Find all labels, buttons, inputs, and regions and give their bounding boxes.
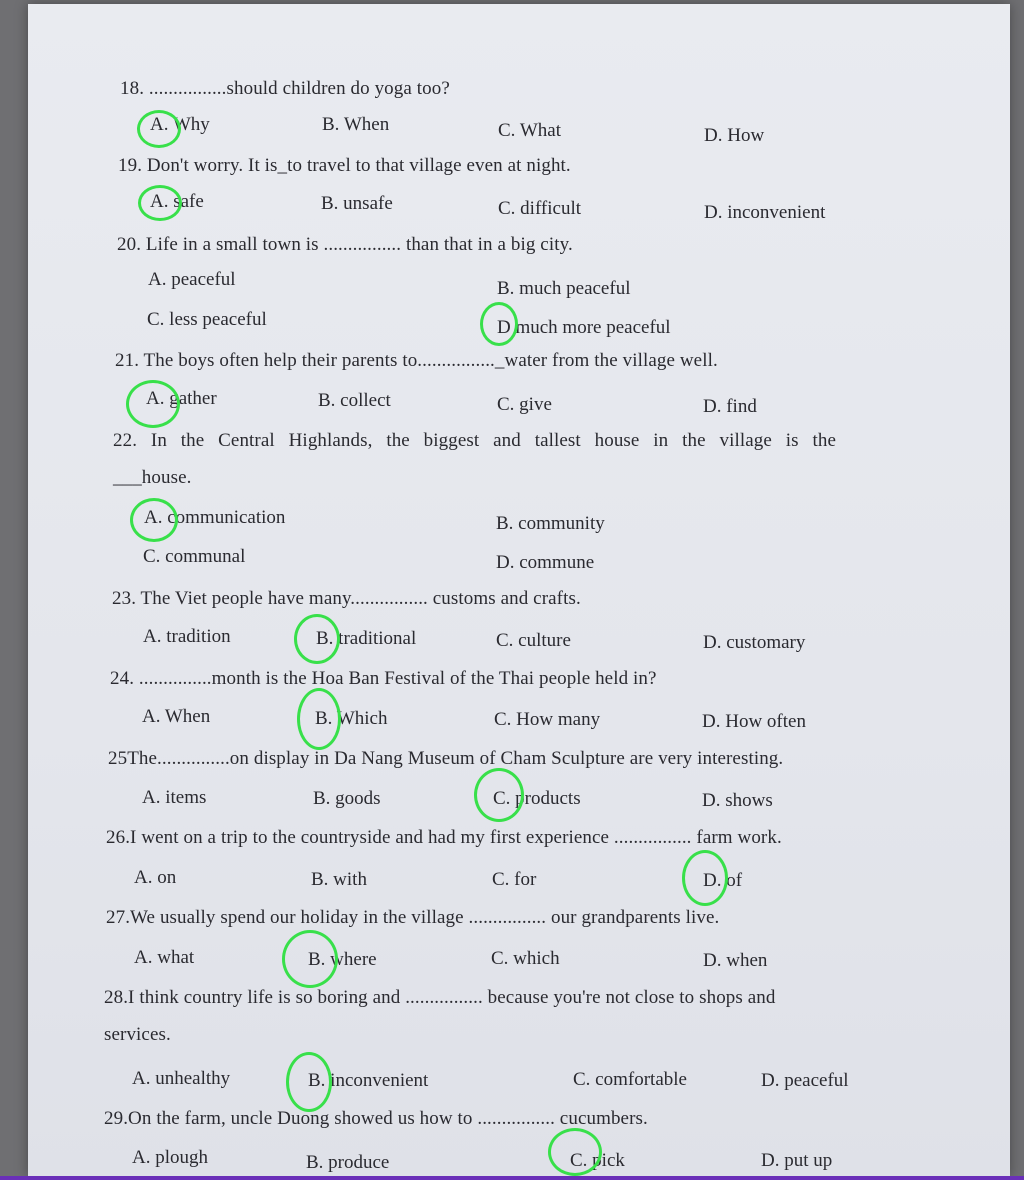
q24-option-d: D. How often [702,711,806,732]
q26-option-a: A. on [134,867,177,888]
q25-option-b: B. goods [313,788,381,809]
question-20: 20. Life in a small town is ................ than that in a big city. [117,234,573,255]
q23-option-b: B. traditional [316,628,417,649]
q22-option-a: A. communication [144,507,286,528]
q22-option-d: D. commune [496,552,595,573]
q23-option-c: C. culture [496,630,571,651]
q28-option-d: D. peaceful [761,1070,849,1091]
q29-option-d: D. put up [761,1150,833,1171]
question-22: 22. In the Central Highlands, the biggest and tallest house in the village is the [113,430,836,451]
q19-option-c: C. difficult [498,198,582,219]
q18-option-b: B. When [322,114,390,135]
question-18: 18. ................should children do yoga too? [120,78,450,99]
q24-option-a: A. When [142,706,211,727]
q21-option-b: B. collect [318,390,391,411]
q23-option-d: D. customary [703,632,806,653]
q24-option-c: C. How many [494,709,601,730]
q27-option-d: D. when [703,950,768,971]
q20-option-c: C. less peaceful [147,309,267,330]
q25-option-a: A. items [142,787,207,808]
q27-option-c: C. which [491,948,560,969]
bottom-border [0,1176,1024,1180]
q29-option-a: A. plough [132,1147,208,1168]
question-29: 29.On the farm, uncle Duong showed us how to ................ cucumbers. [104,1108,648,1129]
q27-option-b: B. where [308,949,377,970]
q19-option-b: B. unsafe [321,193,393,214]
q24-option-b: B. Which [315,708,388,729]
question-19: 19. Don't worry. It is_to travel to that village even at night. [118,155,571,176]
q25-option-d: D. shows [702,790,773,811]
q27-option-a: A. what [134,947,195,968]
question-22-cont: ___house. [113,467,192,488]
question-28-cont: services. [104,1024,171,1045]
q23-option-a: A. tradition [143,626,231,647]
q22-option-c: C. communal [143,546,246,567]
q21-option-c: C. give [497,394,552,415]
q22-option-b: B. community [496,513,605,534]
question-26: 26.I went on a trip to the countryside and had my first experience ................ farm work. [106,827,782,848]
q29-option-b: B. produce [306,1152,390,1173]
q21-option-d: D. find [703,396,757,417]
q19-option-a: A. safe [150,191,204,212]
q29-option-c: C. pick [570,1150,625,1171]
question-23: 23. The Viet people have many................ customs and crafts. [112,588,581,609]
q20-option-b: B. much peaceful [497,278,631,299]
q25-option-c: C. products [493,788,581,809]
question-27: 27.We usually spend our holiday in the village ................ our grandparents live. [106,907,720,928]
q18-option-d: D. How [704,125,765,146]
q28-option-b: B. inconvenient [308,1070,429,1091]
q26-option-b: B. with [311,869,367,890]
q19-option-d: D. inconvenient [704,202,826,223]
q26-option-d: D. of [703,870,743,891]
question-21: 21. The boys often help their parents to................_water from the village well. [115,350,718,371]
q20-option-a: A. peaceful [148,269,236,290]
q18-option-c: C. What [498,120,561,141]
q21-option-a: A. gather [146,388,217,409]
q26-option-c: C. for [492,869,537,890]
question-24: 24. ...............month is the Hoa Ban Festival of the Thai people held in? [110,668,657,689]
q28-option-a: A. unhealthy [132,1068,231,1089]
q18-option-a: A. Why [150,114,210,135]
q20-option-d: D much more peaceful [497,317,671,338]
q28-option-c: C. comfortable [573,1069,687,1090]
question-25: 25The...............on display in Da Nang Museum of Cham Sculpture are very interesting. [108,748,784,769]
question-28: 28.I think country life is so boring and ................ because you're not close to shops and [104,987,776,1008]
